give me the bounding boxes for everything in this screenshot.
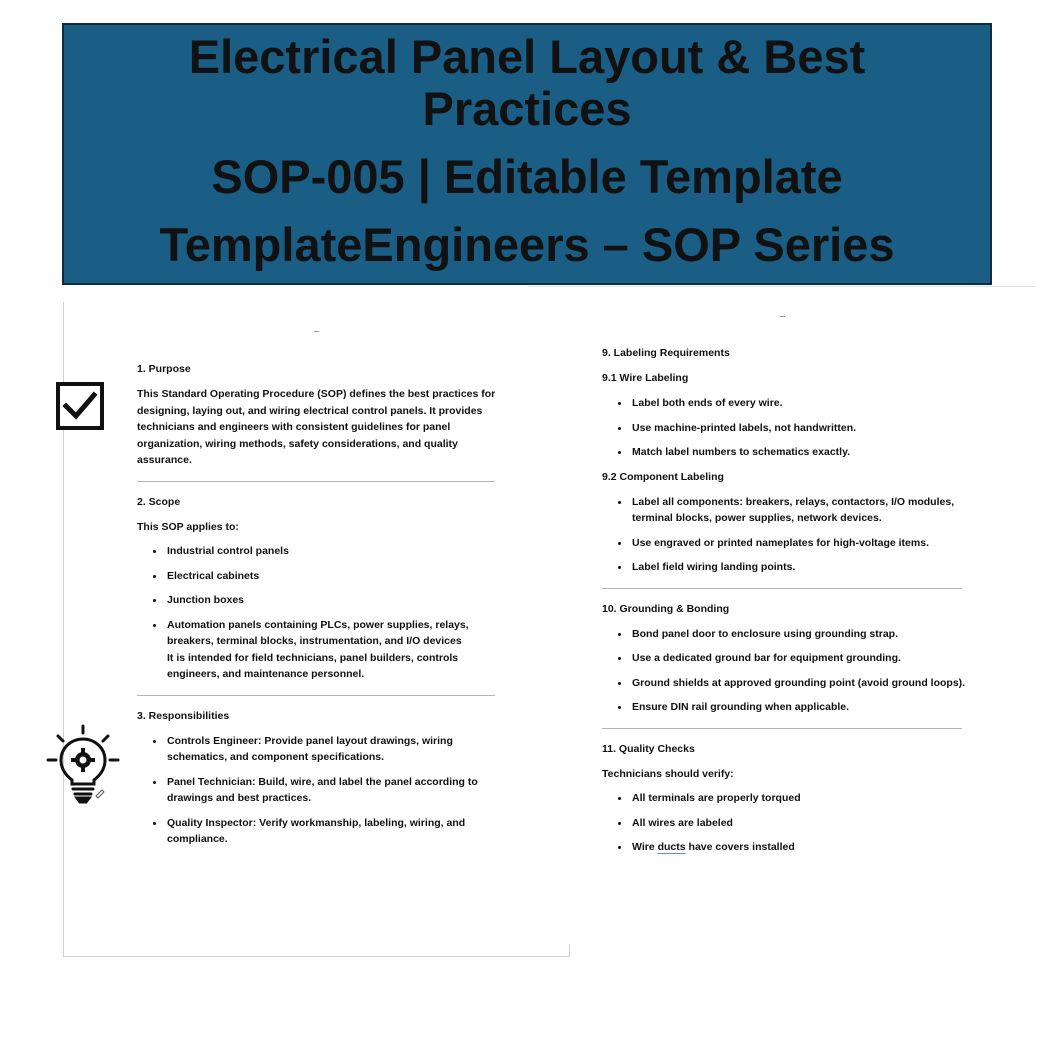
scope-trailing-text: It is intended for field technicians, panel builders, controls engineers, and maintenance personnel. <box>167 651 459 680</box>
subsection-heading-component-labeling: 9.2 Component Labeling <box>602 470 724 483</box>
list-item: Use engraved or printed nameplates for high-voltage items. <box>602 535 967 552</box>
wire-labeling-list <box>602 395 967 461</box>
list-item: Label all components: breakers, relays, contactors, I/O modules, terminal blocks, power supplies, network devices. <box>602 494 967 527</box>
bullet-icon <box>618 451 621 454</box>
list-item: Controls Engineer: Provide panel layout drawings, wiring schematics, and component specifications. <box>137 733 497 766</box>
title-banner <box>62 23 992 285</box>
section-heading-labeling: 9. Labeling Requirements <box>602 347 730 359</box>
bullet-icon <box>153 740 156 743</box>
series-label: TemplateEngineers – SOP Series <box>159 218 895 271</box>
list-item: Automation panels containing PLCs, power supplies, relays, breakers, terminal blocks, instrumentation, and I/O devices It is intended for field technicians, panel builders, controls engineers, and maintenance personnel. <box>137 617 497 683</box>
section-heading-quality-checks: 11. Quality Checks <box>602 742 695 755</box>
scope-list <box>137 543 497 683</box>
section-heading-responsibilities: 3. Responsibilities <box>137 709 230 722</box>
list-item: Label both ends of every wire. <box>602 395 967 412</box>
section-divider <box>137 481 495 482</box>
bullet-icon <box>153 599 156 602</box>
list-item: Ensure DIN rail grounding when applicable. <box>602 699 967 716</box>
page-header-mark <box>314 331 319 332</box>
list-item: Quality Inspector: Verify workmanship, labeling, wiring, and compliance. <box>137 815 497 848</box>
list-item: Match label numbers to schematics exactly. <box>602 444 967 461</box>
spellcheck-underlined-word: ducts <box>657 841 686 853</box>
bullet-icon <box>618 706 621 709</box>
document-title: Electrical Panel Layout & Best Practices <box>188 30 866 135</box>
document-right-column <box>602 345 967 864</box>
bullet-icon <box>618 657 621 660</box>
list-item: All wires are labeled <box>602 815 967 832</box>
bullet-icon <box>153 822 156 825</box>
list-item: All terminals are properly torqued <box>602 790 967 807</box>
page-border-right <box>569 944 570 957</box>
component-labeling-list <box>602 494 967 576</box>
list-item: Junction boxes <box>137 592 497 609</box>
scope-intro: This SOP applies to: <box>137 520 239 533</box>
list-item: Wire ducts have covers installed <box>602 839 967 856</box>
page-header-mark <box>780 316 785 317</box>
purpose-paragraph: This Standard Operating Procedure (SOP) defines the best practices for designing, laying out, and wiring electrical control panels. It provides technicians and engineers with consistent guidelines for panel organization, wiring methods, safety considerations, and quality assurance. <box>137 388 496 466</box>
subsection-heading-wire-labeling: 9.1 Wire Labeling <box>602 372 689 384</box>
document-left-column <box>137 361 497 856</box>
list-item: Use a dedicated ground bar for equipment grounding. <box>602 650 967 667</box>
section-heading-purpose: 1. Purpose <box>137 363 191 375</box>
checkbox-checked-icon <box>56 382 104 430</box>
bullet-icon <box>153 624 156 627</box>
lightbulb-gear-icon <box>46 724 120 804</box>
bullet-icon <box>153 781 156 784</box>
list-item: Industrial control panels <box>137 543 497 560</box>
document-subtitle: SOP-005 | Editable Template <box>211 150 843 203</box>
section-heading-scope: 2. Scope <box>137 495 181 508</box>
bullet-icon <box>618 402 621 405</box>
list-item: Electrical cabinets <box>137 568 497 585</box>
section-divider <box>602 728 962 729</box>
bullet-icon <box>618 542 621 545</box>
responsibilities-list <box>137 733 497 848</box>
bullet-icon <box>618 633 621 636</box>
list-item: Panel Technician: Build, wire, and label the panel according to drawings and best practices. <box>137 774 497 807</box>
list-item: Bond panel door to enclosure using grounding strap. <box>602 626 967 643</box>
section-heading-grounding: 10. Grounding & Bonding <box>602 602 730 615</box>
grounding-list <box>602 626 967 716</box>
bullet-icon <box>618 797 621 800</box>
section-divider <box>602 588 962 589</box>
bullet-icon <box>153 550 156 553</box>
bullet-icon <box>618 427 621 430</box>
section-divider <box>137 695 495 696</box>
page-border-bottom <box>63 956 570 957</box>
list-item: Ground shields at approved grounding point (avoid ground loops). <box>602 675 967 692</box>
list-item: Label field wiring landing points. <box>602 559 967 576</box>
list-item: Use machine-printed labels, not handwritten. <box>602 420 967 437</box>
bullet-icon <box>618 682 621 685</box>
bullet-icon <box>153 575 156 578</box>
bullet-icon <box>618 846 621 849</box>
bullet-icon <box>618 822 621 825</box>
quality-checks-list <box>602 790 967 856</box>
quality-intro: Technicians should verify: <box>602 767 734 780</box>
bullet-icon <box>618 566 621 569</box>
page-border-top <box>528 286 1036 287</box>
bullet-icon <box>618 501 621 504</box>
